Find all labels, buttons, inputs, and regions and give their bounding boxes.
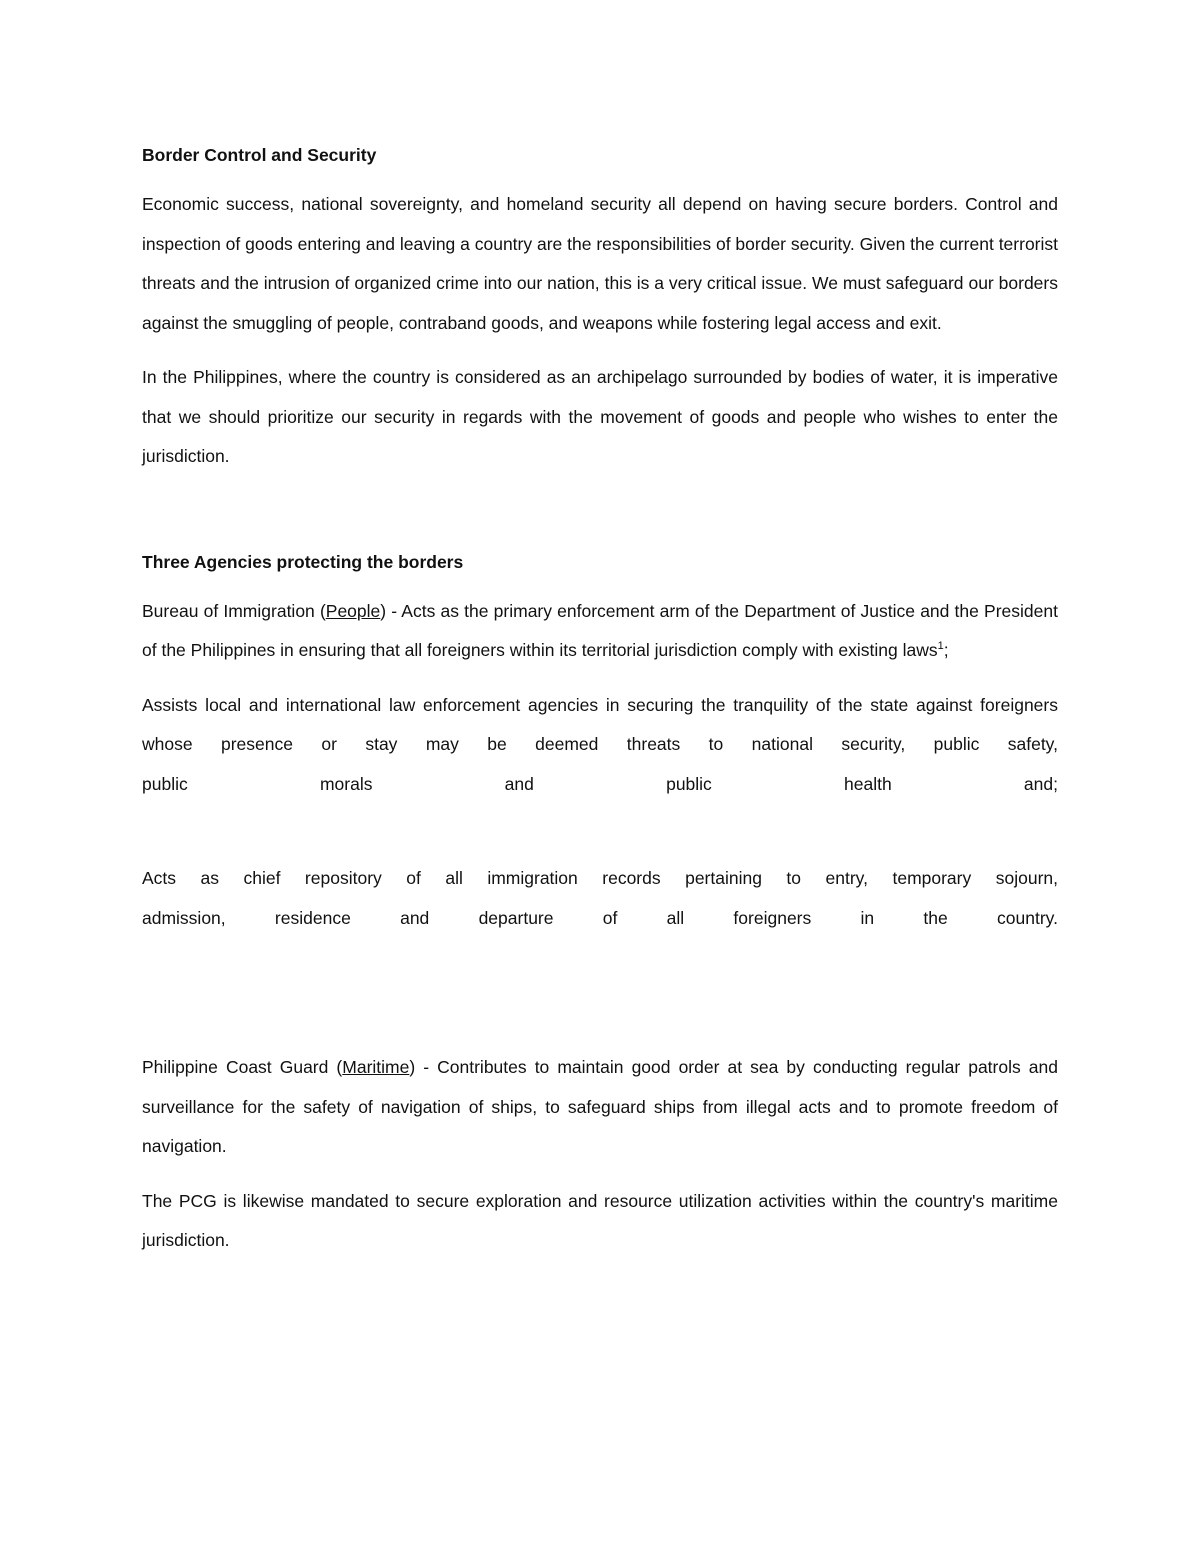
immigration-name: Bureau of Immigration ( bbox=[142, 600, 326, 621]
coast-guard-paragraph-2: The PCG is likewise mandated to secure exploration and resource utilization activities within the country's maritime jurisdiction. bbox=[142, 1190, 1058, 1250]
immigration-description: ) - Acts as the primary enforcement arm of the Department of Justice and the President of the Philippines in ensuring that all foreigners within its territorial jurisdiction comply with existing laws bbox=[142, 600, 1058, 660]
document-title: Border Control and Security bbox=[142, 145, 377, 165]
document-body bbox=[142, 140, 1058, 1261]
footnote-marker[interactable]: 1 bbox=[937, 640, 944, 653]
coast-guard-paragraph-1 bbox=[142, 1048, 1058, 1167]
immigration-tag: People bbox=[325, 600, 381, 621]
immigration-paragraph-3-line-1: Acts as chief repository of all immigration records pertaining to entry, temporary sojourn, bbox=[142, 868, 1058, 888]
immigration-description-end: ; bbox=[943, 640, 949, 660]
intro-paragraph-2: In the Philippines, where the country is considered as an archipelago surrounded by bodies of water, it is imperative that we should prioritize our security in regards with the movement of goods and people who wishes to enter the jurisdiction. bbox=[142, 367, 1058, 466]
immigration-paragraph-2-line-2: public morals and public health and; bbox=[142, 773, 1058, 794]
coast-guard-name: Philippine Coast Guard ( bbox=[142, 1057, 343, 1077]
immigration-paragraph-1 bbox=[142, 592, 1058, 671]
coast-guard-tag: Maritime bbox=[342, 1057, 410, 1077]
agencies-heading: Three Agencies protecting the borders bbox=[142, 551, 464, 572]
immigration-paragraph-2-line-1: Assists local and international law enforcement agencies in securing the tranquility of the state against foreigners whose presence or stay may be deemed threats to national security, public safety, bbox=[142, 694, 1058, 754]
immigration-paragraph-3-line-2: admission, residence and departure of all foreigners in the country. bbox=[142, 907, 1058, 928]
coast-guard-description: ) - Contributes to maintain good order at sea by conducting regular patrols and surveillance for the safety of navigation of ships, to safeguard ships from illegal acts and to promote freedom of navigation. bbox=[142, 1057, 1059, 1156]
intro-paragraph-1: Economic success, national sovereignty, and homeland security all depend on having secure borders. Control and inspection of goods entering and leaving a country are the responsibilities of border security. Given the current terrorist threats and the intrusion of organized crime into our nation, this is a very critical issue. We must safeguard our borders against the smuggling of people, contraband goods, and weapons while fostering legal access and exit. bbox=[142, 194, 1058, 333]
